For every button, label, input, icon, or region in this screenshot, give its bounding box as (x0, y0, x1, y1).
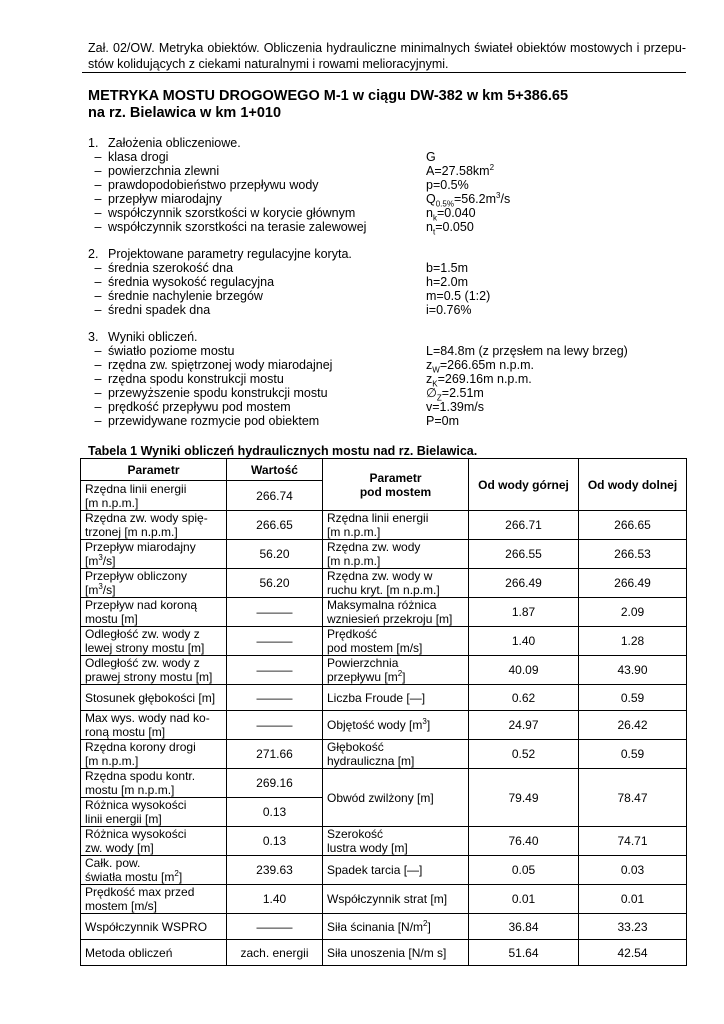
param-value: 239.63 (227, 856, 323, 885)
title-line-1: METRYKA MOSTU DROGOWEGO M-1 w ciągu DW-382 w km 5+386.65 (88, 88, 569, 104)
downstream-value: 266.53 (579, 540, 687, 569)
upstream-value: 51.64 (469, 940, 579, 966)
table-row (81, 569, 687, 598)
downstream-value: 78.47 (579, 769, 687, 827)
table-row (81, 685, 687, 711)
param-value: ——— (227, 627, 323, 656)
upstream-value: 0.01 (469, 885, 579, 914)
downstream-value: 0.59 (579, 740, 687, 769)
bridge-param-label: Powierzchnia przepływu $[m^2]$ (323, 656, 469, 685)
downstream-value: 33.23 (579, 914, 687, 940)
bridge-param-label: Spadek tarcia [—] (323, 856, 469, 885)
list-item: – prawdopodobieństwo przepływu wody p=0.5% (94, 178, 469, 192)
list-item: – średnia szerokość dna b=1.5m (94, 261, 469, 275)
param-value: ——— (227, 685, 323, 711)
downstream-value: 0.59 (579, 685, 687, 711)
list-item: – średnia wysokość regulacyjna h=2.0m (94, 275, 469, 289)
param-value: ——— (227, 656, 323, 685)
results-table (80, 458, 687, 966)
param-label: Rzędna zw. wody spię- trzonej [m n.p.m.] (81, 511, 227, 540)
param-label: Stosunek głębokości [m] (81, 685, 227, 711)
bridge-param-label: Głębokość hydrauliczna [m] (323, 740, 469, 769)
param-label: Współczynnik WSPRO (81, 914, 227, 940)
upstream-value: 24.97 (469, 711, 579, 740)
downstream-value: 26.42 (579, 711, 687, 740)
section-assumptions (88, 136, 511, 237)
running-header (88, 40, 686, 72)
param-value: 56.20 (227, 540, 323, 569)
list-item: – prędkość przepływu pod mostem v=1.39m/s (94, 400, 485, 414)
header-line-2: stów kolidujących z ciekami naturalnymi i rowami melioracyjnymi. (88, 57, 449, 71)
list-item: – współczynnik szorstkości na terasie zalewowej $n_t=0.050$ (94, 220, 474, 237)
bridge-param-label: Siła ścinania $[N/m^2]$ (323, 914, 469, 940)
param-label: Max wys. wody nad ko- roną mostu [m] (81, 711, 227, 740)
downstream-value: 42.54 (579, 940, 687, 966)
col-header-upstream: Od wody górnej (469, 459, 579, 511)
bridge-param-label: Rzędna zw. wody [m n.p.m.] (323, 540, 469, 569)
upstream-value: 79.49 (469, 769, 579, 827)
section-number: 2. (88, 247, 99, 261)
bridge-param-label: Szerokość lustra wody [m] (323, 827, 469, 856)
list-item: – rzędna zw. spiętrzonej wody miarodajnej $z_W=266.65m$ n.p.m. (94, 358, 534, 375)
section-heading: Projektowane parametry regulacyjne koryta. (108, 247, 352, 261)
col-header-downstream: Od wody dolnej (579, 459, 687, 511)
downstream-value: 2.09 (579, 598, 687, 627)
param-label: Przepływ nad koroną mostu [m] (81, 598, 227, 627)
downstream-value: 0.03 (579, 856, 687, 885)
header-line-1: Zał. 02/OW. Metryka obiektów. Obliczenia hydrauliczne minimalnych świateł obiektów mostowych i przepu- (88, 41, 686, 55)
bridge-param-label: Rzędna zw. wody w ruchu kryt. [m n.p.m.] (323, 569, 469, 598)
param-label: Metoda obliczeń (81, 940, 227, 966)
list-item: – rzędna spodu konstrukcji mostu $z_K=269.16m$ n.p.m. (94, 372, 532, 389)
upstream-value: 266.49 (469, 569, 579, 598)
upstream-value: 0.62 (469, 685, 579, 711)
downstream-value: 43.90 (579, 656, 687, 685)
section-heading: Założenia obliczeniowe. (108, 136, 241, 150)
header-rule (82, 72, 686, 73)
list-item: – średnie nachylenie brzegów m=0.5 (1:2) (94, 289, 491, 303)
table-row (81, 540, 687, 569)
param-label: Odległość zw. wody z prawej strony mostu [m] (81, 656, 227, 685)
col-header-bridge-param: Parametr pod mostem (323, 459, 469, 511)
section-results (88, 330, 628, 428)
section-number: 1. (88, 136, 99, 150)
bridge-param-label: Liczba Froude [—] (323, 685, 469, 711)
upstream-value: 1.87 (469, 598, 579, 627)
col-header-wartosc: Wartość (227, 459, 323, 481)
param-value: 56.20 (227, 569, 323, 598)
table-row (81, 856, 687, 885)
downstream-value: 266.49 (579, 569, 687, 598)
upstream-value: 0.05 (469, 856, 579, 885)
list-item: – przepływ miarodajny $Q_{0.5\%}=56.2m^3/s$ (94, 190, 511, 209)
param-label: Różnica wysokości zw. wody [m] (81, 827, 227, 856)
downstream-value: 266.65 (579, 511, 687, 540)
table-row (81, 885, 687, 914)
list-item: – przewidywane rozmycie pod obiektem P=0m (94, 414, 460, 428)
param-label: Przepływ obliczony $[m^3/s]$ (81, 569, 227, 598)
table-row (81, 511, 687, 540)
title-line-2: na rz. Bielawica w km 1+010 (88, 105, 282, 121)
bridge-param-label: Współczynnik strat [m] (323, 885, 469, 914)
list-item: – klasa drogi G (94, 150, 436, 164)
table-row (81, 940, 687, 966)
table-row (81, 598, 687, 627)
table-row (81, 914, 687, 940)
bridge-param-label: Obwód zwilżony [m] (323, 769, 469, 827)
param-label: Rzędna spodu kontr. mostu [m n.p.m.] (81, 769, 227, 798)
param-label: Prędkość max przed mostem [m/s] (81, 885, 227, 914)
col-header-parametr: Parametr (81, 459, 227, 481)
param-value: zach. energii (227, 940, 323, 966)
bridge-param-label: Rzędna linii energii [m n.p.m.] (323, 511, 469, 540)
param-value: 1.40 (227, 885, 323, 914)
table-row (81, 656, 687, 685)
param-value: 266.65 (227, 511, 323, 540)
upstream-value: 40.09 (469, 656, 579, 685)
table-row (81, 769, 687, 798)
list-item: – powierzchnia zlewni $A=27.58km^2$ (94, 162, 495, 178)
upstream-value: 0.52 (469, 740, 579, 769)
bridge-param-label: Siła unoszenia [N/m s] (323, 940, 469, 966)
param-value: ——— (227, 914, 323, 940)
upstream-value: 266.55 (469, 540, 579, 569)
param-label: Rzędna korony drogi [m n.p.m.] (81, 740, 227, 769)
section-regulation (88, 247, 490, 317)
list-item: – współczynnik szorstkości w korycie głównym $n_k=0.040$ (94, 206, 476, 223)
table-caption: Tabela 1 Wyniki obliczeń hydraulicznych mostu nad rz. Bielawica. (88, 444, 478, 458)
param-value: ——— (227, 598, 323, 627)
section-number: 3. (88, 330, 99, 344)
param-value: 271.66 (227, 740, 323, 769)
upstream-value: 1.40 (469, 627, 579, 656)
param-value: 266.74 (227, 481, 323, 511)
table-row (81, 827, 687, 856)
table-row (81, 711, 687, 740)
downstream-value: 1.28 (579, 627, 687, 656)
param-label: Rzędna linii energii [m n.p.m.] (81, 481, 227, 511)
param-label: Różnica wysokości linii energii [m] (81, 798, 227, 827)
downstream-value: 74.71 (579, 827, 687, 856)
param-label: Odległość zw. wody z lewej strony mostu [m] (81, 627, 227, 656)
section-heading: Wyniki obliczeń. (108, 330, 198, 344)
bridge-param-label: Maksymalna różnica wzniesień przekroju [m] (323, 598, 469, 627)
param-value: 0.13 (227, 827, 323, 856)
param-value: 0.13 (227, 798, 323, 827)
list-item: – przewyższenie spodu konstrukcji mostu $\emptyset_Z=2.51m$ (94, 386, 484, 403)
document-title (88, 88, 568, 122)
table-header-row (81, 459, 687, 481)
upstream-value: 36.84 (469, 914, 579, 940)
param-label: Całk. pow. światła mostu $[m^2]$ (81, 856, 227, 885)
list-item: – światło poziome mostu L=84.8m (z przęsłem na lewy brzeg) (94, 344, 628, 358)
list-item: – średni spadek dna i=0.76% (94, 303, 472, 317)
table-row (81, 740, 687, 769)
downstream-value: 0.01 (579, 885, 687, 914)
param-label: Przepływ miarodajny $[m^3/s]$ (81, 540, 227, 569)
upstream-value: 266.71 (469, 511, 579, 540)
param-value: ——— (227, 711, 323, 740)
table-row (81, 627, 687, 656)
bridge-param-label: Objętość wody $[m^3]$ (323, 711, 469, 740)
param-value: 269.16 (227, 769, 323, 798)
bridge-param-label: Prędkość pod mostem [m/s] (323, 627, 469, 656)
upstream-value: 76.40 (469, 827, 579, 856)
